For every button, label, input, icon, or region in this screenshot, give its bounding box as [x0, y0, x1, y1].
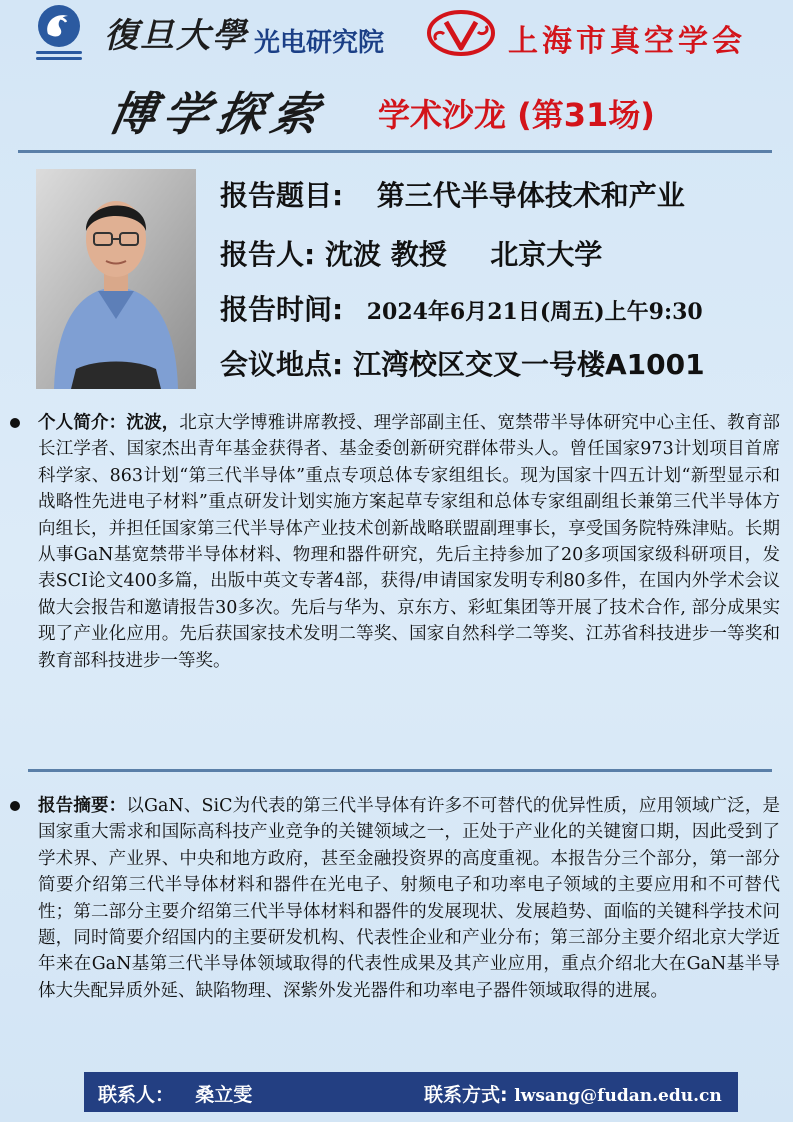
abstract-text: 以GaN、SiC为代表的第三代半导体有许多不可替代的优异性质，应用领域广泛，是国家重大需求和国际高科技产业竞争的关键领域之一，正处于产业化的关键窗口期，因此受到了学术界、产业界、中央和地方政府，甚至金融投资界的高度重视。本报告分三个部分，第一部分简要介绍第三代半导体材料和器件在光电子、射频电子和功率电子领域的主要应用和不可替代性；第二部分主要介绍第三代半导体材料和器件的发展现状、发展趋势、面临的关键科学技术问题，同时简要介绍国内的主要研发机构、代表性企业和产业分布；第三部分主要介绍北京大学近年来在GaN基第三代半导体领域取得的代表性成果及其产业应用，重点介绍北大在GaN基半导体大失配异质外延、缺陷物理、深紫外发光器件和功率电子器件领域取得的进展。: [38, 796, 781, 1001]
speaker-photo: [36, 169, 196, 389]
section-divider: [28, 769, 772, 772]
time-label: 报告时间:: [220, 293, 344, 326]
abstract-label: 报告摘要：: [38, 796, 127, 816]
bio-label: 个人简介：: [38, 413, 127, 433]
speaker-label: 报告人:: [220, 238, 316, 271]
series-title: 博学探索: [104, 87, 331, 141]
institute-name: 光电研究院: [254, 28, 385, 58]
header-divider: [18, 150, 772, 153]
speaker-affiliation: 北京大学: [490, 238, 603, 271]
fudan-logo: [34, 4, 84, 64]
speaker-portrait-image: [36, 169, 196, 389]
university-name: 復旦大學: [104, 16, 248, 56]
contact-name: 桑立雯: [195, 1084, 253, 1106]
contact-method: [424, 1080, 722, 1107]
bio-text: 北京大学博雅讲席教授、理学部副主任、宽禁带半导体研究中心主任、教育部长江学者、国家杰出青年基金获得者、基金委创新研究群体带头人。曾任国家973计划项目首席科学家、863计划“第三代半导体”重点专项总体专家组组长。现为国家十四五计划“新型显示和战略性先进电子材料”重点研发计划实施方案起草专家组和总体专家组副组长兼第三代半导体方向组长，并担任国家第三代半导体产业技术创新战略联盟副理事长，享受国务院特殊津贴。长期从事GaN基宽禁带半导体材料、物理和器件研究，先后主持参加了20多项国家级科研项目，发表SCI论文400多篇，出版中英文专著4部，获得/申请国家发明专利80多件，在国内外学术会议做大会报告和邀请报告30多次。先后与华为、京东方、彩虹集团等开展了技术合作, 部分成果实现了产业化应用。先后获国家技术发明二等奖、国家自然科学二等奖、江苏省科技进步一等奖和教育部科技进步一等奖。: [38, 413, 781, 671]
bio-bullet: [10, 418, 20, 428]
bio-paragraph: [38, 410, 780, 674]
talk-title-label: 报告题目:: [220, 179, 344, 212]
time-line: [220, 288, 703, 328]
venue-label: 会议地点:: [220, 348, 344, 381]
abstract-bullet: [10, 801, 20, 811]
talk-title-value: 第三代半导体技术和产业: [376, 179, 685, 212]
venue-value: 江湾校区交叉一号楼A1001: [352, 348, 705, 381]
venue-line: [220, 343, 705, 383]
salon-title: 学术沙龙 (第31场): [378, 96, 655, 134]
talk-title-line: [220, 174, 685, 214]
contact-email[interactable]: lwsang@fudan.edu.cn: [514, 1086, 722, 1106]
svs-logo: [426, 8, 496, 58]
society-name: 上海市真空学会: [508, 24, 746, 59]
time-value: 2024年6月21日(周五)上午9:30: [366, 299, 703, 325]
svs-emblem-icon: [426, 8, 496, 58]
abstract-paragraph: [38, 793, 780, 1004]
fudan-emblem-icon: [34, 4, 84, 48]
contact-label: 联系人：: [98, 1084, 175, 1106]
speaker-name: 沈波 教授: [324, 238, 447, 271]
speaker-line: [220, 233, 602, 273]
bio-name: 沈波，: [126, 413, 180, 433]
contact-way-label: 联系方式:: [424, 1084, 508, 1106]
contact-person: [98, 1080, 252, 1107]
